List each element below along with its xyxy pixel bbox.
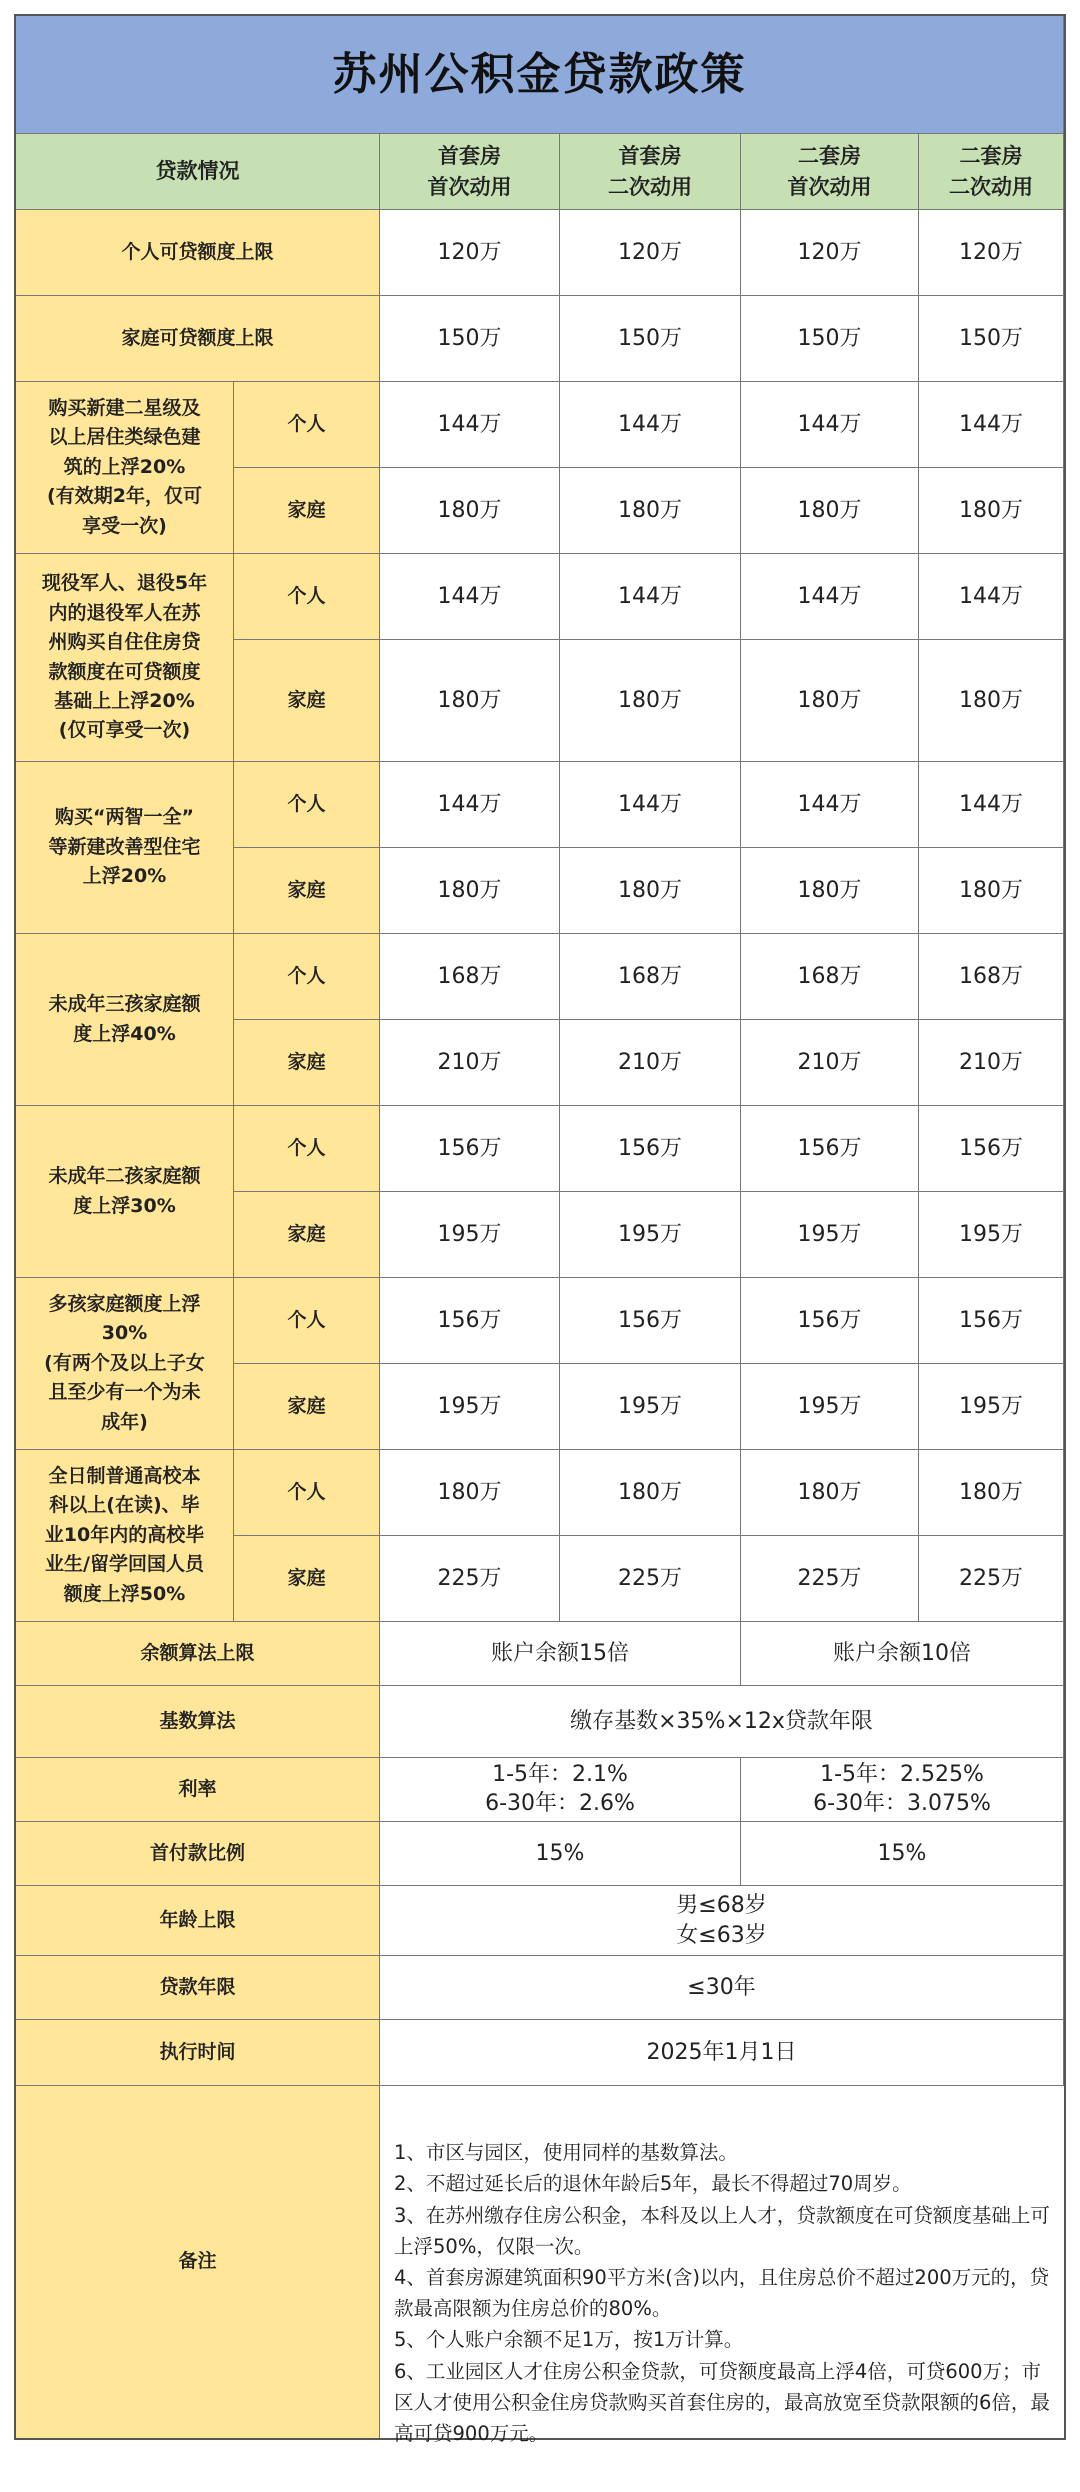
value-cell: 144万 [741,382,919,468]
value-cell: 180万 [560,640,741,762]
value-cell: 225万 [560,1536,741,1622]
value-cell: 180万 [741,640,919,762]
row-label-base: 基数算法 [16,1686,380,1758]
note-item: 2、不超过延长后的退休年龄后5年，最长不得超过70周岁。 [394,2172,912,2196]
sub-label-personal: 个人 [234,762,380,848]
value-cell: 195万 [919,1192,1064,1278]
value-cell: 156万 [380,1278,560,1364]
value-cell: 180万 [919,848,1064,934]
row-label-family-limit: 家庭可贷额度上限 [16,296,380,382]
value-cell: 210万 [560,1020,741,1106]
value-cell: 225万 [919,1536,1064,1622]
value-cell: 150万 [560,296,741,382]
sub-label-family: 家庭 [234,1020,380,1106]
row-label-age: 年龄上限 [16,1886,380,1956]
value-cell: 180万 [560,848,741,934]
header-situation: 贷款情况 [16,134,380,210]
value-cell: 180万 [560,1450,741,1536]
group-label: 未成年三孩家庭额 度上浮40% [16,934,234,1106]
value-cell: 210万 [380,1020,560,1106]
row-label-rate: 利率 [16,1758,380,1822]
sub-label-personal: 个人 [234,382,380,468]
value-cell: 195万 [919,1364,1064,1450]
value-cell: 144万 [380,382,560,468]
value-cell: 156万 [380,1106,560,1192]
sub-label-personal: 个人 [234,554,380,640]
value-cell: 168万 [741,934,919,1020]
balance-second-home: 账户余额10倍 [741,1622,1064,1686]
value-cell: 144万 [560,382,741,468]
sub-label-family: 家庭 [234,1364,380,1450]
sub-label-family: 家庭 [234,1192,380,1278]
balance-first-home: 账户余额15倍 [380,1622,741,1686]
value-cell: 156万 [560,1278,741,1364]
loan-term: ≤30年 [380,1956,1064,2020]
value-cell: 144万 [560,762,741,848]
value-cell: 168万 [560,934,741,1020]
group-label: 现役军人、退役5年 内的退役军人在苏 州购买自住住房贷 款额度在可贷额度 基础上上浮20% (仅可享受一次) [16,554,234,762]
value-cell: 144万 [741,762,919,848]
value-cell: 195万 [741,1192,919,1278]
value-cell: 144万 [741,554,919,640]
value-cell: 210万 [919,1020,1064,1106]
header-col-4: 二套房 二次动用 [919,134,1064,210]
value-cell: 144万 [380,554,560,640]
value-cell: 156万 [919,1106,1064,1192]
value-cell: 180万 [919,468,1064,554]
header-col-1: 首套房 首次动用 [380,134,560,210]
sub-label-personal: 个人 [234,1450,380,1536]
value-cell: 180万 [741,1450,919,1536]
note-item: 4、首套房源建筑面积90平方米(含)以内，且住房总价不超过200万元的，贷款最高限额为住房总价的80%。 [394,2266,1050,2321]
value-cell: 150万 [741,296,919,382]
age-limit: 男≤68岁 女≤63岁 [380,1886,1064,1956]
base-formula: 缴存基数×35%×12x贷款年限 [380,1686,1064,1758]
value-cell: 195万 [380,1364,560,1450]
value-cell: 144万 [919,762,1064,848]
value-cell: 156万 [560,1106,741,1192]
value-cell: 180万 [380,640,560,762]
row-label-notes: 备注 [16,2086,380,2438]
value-cell: 195万 [741,1364,919,1450]
row-label-balance: 余额算法上限 [16,1622,380,1686]
value-cell: 180万 [741,848,919,934]
value-cell: 144万 [919,554,1064,640]
group-label: 多孩家庭额度上浮 30% (有两个及以上子女 且至少有一个为未 成年) [16,1278,234,1450]
note-item: 5、个人账户余额不足1万，按1万计算。 [394,2328,744,2352]
row-label-effective: 执行时间 [16,2020,380,2086]
value-cell: 168万 [380,934,560,1020]
value-cell: 156万 [919,1278,1064,1364]
value-cell: 180万 [560,468,741,554]
value-cell: 120万 [919,210,1064,296]
note-item: 1、市区与园区，使用同样的基数算法。 [394,2141,738,2165]
sub-label-personal: 个人 [234,1106,380,1192]
value-cell: 180万 [380,468,560,554]
sub-label-family: 家庭 [234,640,380,762]
value-cell: 210万 [741,1020,919,1106]
rate-second-home: 1-5年：2.525% 6-30年：3.075% [741,1758,1064,1822]
sub-label-family: 家庭 [234,1536,380,1622]
note-item: 6、工业园区人才住房公积金贷款，可贷额度最高上浮4倍，可贷600万；市区人才使用公积金住房贷款购买首套住房的，最高放宽至贷款限额的6倍，最高可贷900万元。 [394,2359,1050,2445]
value-cell: 180万 [919,640,1064,762]
value-cell: 180万 [741,468,919,554]
value-cell: 150万 [380,296,560,382]
group-label: 购买新建二星级及 以上居住类绿色建 筑的上浮20% (有效期2年，仅可 享受一次) [16,382,234,554]
sub-label-family: 家庭 [234,848,380,934]
value-cell: 120万 [560,210,741,296]
value-cell: 120万 [380,210,560,296]
value-cell: 150万 [919,296,1064,382]
value-cell: 195万 [380,1192,560,1278]
group-label: 全日制普通高校本 科以上(在读)、毕 业10年内的高校毕 业生/留学回国人员 额度上浮50% [16,1450,234,1622]
value-cell: 156万 [741,1106,919,1192]
group-label: 购买“两智一全” 等新建改善型住宅 上浮20% [16,762,234,934]
value-cell: 195万 [560,1364,741,1450]
header-col-2: 首套房 二次动用 [560,134,741,210]
page-title: 苏州公积金贷款政策 [16,16,1064,134]
sub-label-family: 家庭 [234,468,380,554]
value-cell: 144万 [380,762,560,848]
value-cell: 180万 [380,1450,560,1536]
sub-label-personal: 个人 [234,934,380,1020]
notes-list [380,2086,1064,2445]
header-col-3: 二套房 首次动用 [741,134,919,210]
group-label: 未成年二孩家庭额 度上浮30% [16,1106,234,1278]
row-label-down-payment: 首付款比例 [16,1822,380,1886]
value-cell: 180万 [380,848,560,934]
effective-date: 2025年1月1日 [380,2020,1064,2086]
row-label-personal-limit: 个人可贷额度上限 [16,210,380,296]
value-cell: 168万 [919,934,1064,1020]
policy-table [14,14,1066,2445]
value-cell: 156万 [741,1278,919,1364]
row-label-term: 贷款年限 [16,1956,380,2020]
value-cell: 120万 [741,210,919,296]
down-payment-second-home: 15% [741,1822,1064,1886]
value-cell: 144万 [919,382,1064,468]
value-cell: 195万 [560,1192,741,1278]
value-cell: 144万 [560,554,741,640]
down-payment-first-home: 15% [380,1822,741,1886]
rate-first-home: 1-5年：2.1% 6-30年：2.6% [380,1758,741,1822]
value-cell: 225万 [380,1536,560,1622]
value-cell: 180万 [919,1450,1064,1536]
sub-label-personal: 个人 [234,1278,380,1364]
value-cell: 225万 [741,1536,919,1622]
note-item: 3、在苏州缴存住房公积金，本科及以上人才，贷款额度在可贷额度基础上可上浮50%，仅限一次。 [394,2203,1050,2258]
